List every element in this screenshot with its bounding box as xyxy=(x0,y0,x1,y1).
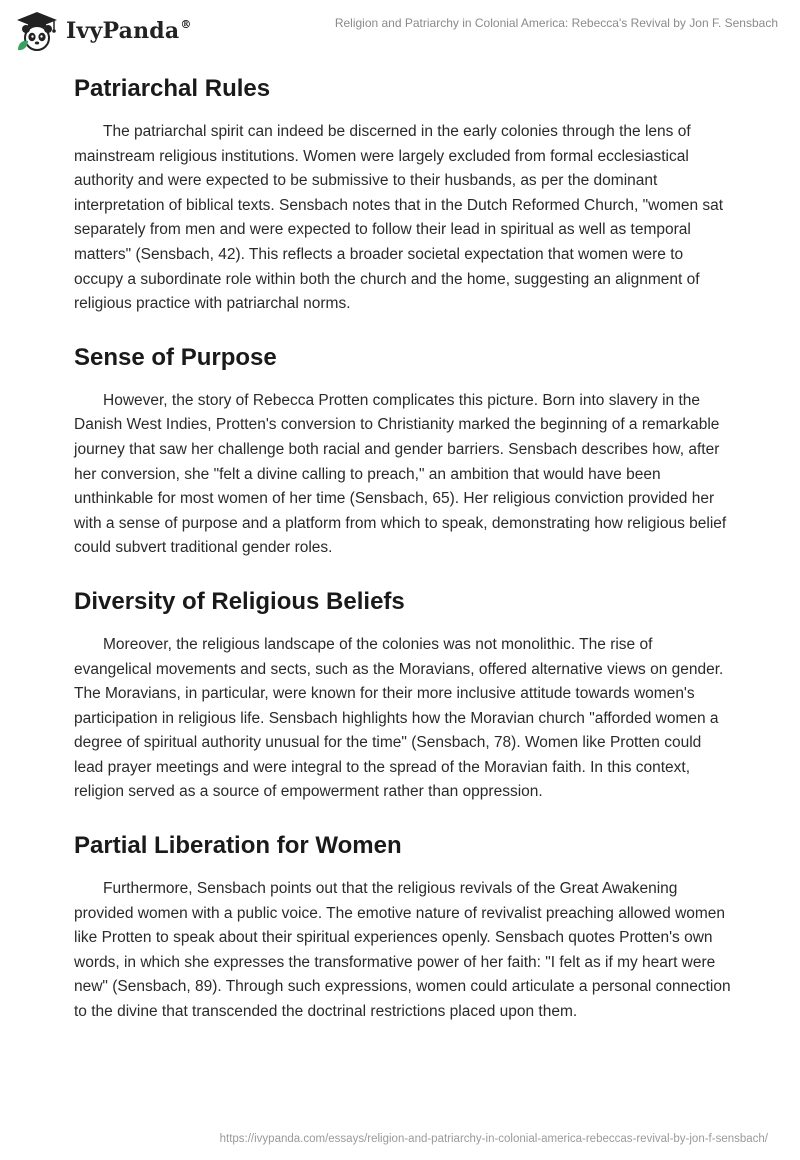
section-patriarchal-rules xyxy=(74,70,734,317)
section-heading: Partial Liberation for Women xyxy=(74,832,402,860)
section-paragraph: However, the story of Rebecca Protten complicates this picture. Born into slavery in the Danish West Indies, Protten's conversion to Christianity marked the beginning of a remarkable journey that saw her challenge both racial and gender barriers. Sensbach describes how, after her conversion, she "felt a divine calling to preach," an ambition that would have been unthinkable for most women of her time (Sensbach, 65). Her religious conviction provided her with a sense of purpose and a platform from which to speak, demonstrating how religious belief could subvert traditional gender roles. xyxy=(74,391,727,557)
section-sense-of-purpose xyxy=(74,339,734,561)
section-diversity-of-religious-beliefs xyxy=(74,583,734,805)
ivypanda-logo[interactable] xyxy=(14,8,192,54)
source-url-link[interactable]: https://ivypanda.com/essays/religion-and-patriarchy-in-colonial-america-rebeccas-revival-by-jon-f-sensbach/ xyxy=(219,1133,768,1145)
section-paragraph: The patriarchal spirit can indeed be discerned in the early colonies through the lens of mainstream religious institutions. Women were largely excluded from formal ecclesiastical authority and were expected to be submissive to their husbands, as per the dominant interpretation of biblical texts. Sensbach notes that in the Dutch Reformed Church, "women sat separately from men and were expected to follow their lead in spiritual as well as temporal matters" (Sensbach, 42). This reflects a broader societal expectation that women were to occupy a subordinate role within both the church and the home, suggesting an alignment of religious practice with patriarchal norms. xyxy=(74,123,724,313)
section-paragraph: Moreover, the religious landscape of the colonies was not monolithic. The rise of evangelical movements and sects, such as the Moravians, offered alternative views on gender. The Moravians, in particular, were known for their more inclusive attitude towards women's participation in religious life. Sensbach highlights how the Moravian church "afforded women a degree of spiritual authority unusual for the time" (Sensbach, 78). Women like Protten could lead prayer meetings and were integral to the spread of the Moravian faith. In this context, religion served as a source of empowerment rather than oppression. xyxy=(74,635,724,801)
essay-content xyxy=(74,70,734,1047)
section-heading: Patriarchal Rules xyxy=(74,75,271,102)
section-paragraph: Furthermore, Sensbach points out that the religious revivals of the Great Awakening provided women with a public voice. The emotive nature of revivalist preaching allowed women like Protten to speak about their spiritual experiences openly. Sensbach quotes Protten's own words, in which she expresses the transformative power of her faith: "I felt as if my heart were new" (Sensbach, 89). Through such expressions, women could articulate a personal connection to the divine that transcended the doctrinal restrictions placed upon them. xyxy=(74,880,731,1021)
document-title: Religion and Patriarchy in Colonial America: Rebecca's Revival by Jon F. Sensbach xyxy=(334,16,778,30)
section-heading: Diversity of Religious Beliefs xyxy=(74,587,405,615)
section-heading: Sense of Purpose xyxy=(74,343,277,371)
section-partial-liberation xyxy=(74,827,734,1025)
page-header xyxy=(0,0,800,60)
brand-name: IvyPanda® xyxy=(66,18,192,44)
panda-graduate-icon xyxy=(14,10,60,52)
